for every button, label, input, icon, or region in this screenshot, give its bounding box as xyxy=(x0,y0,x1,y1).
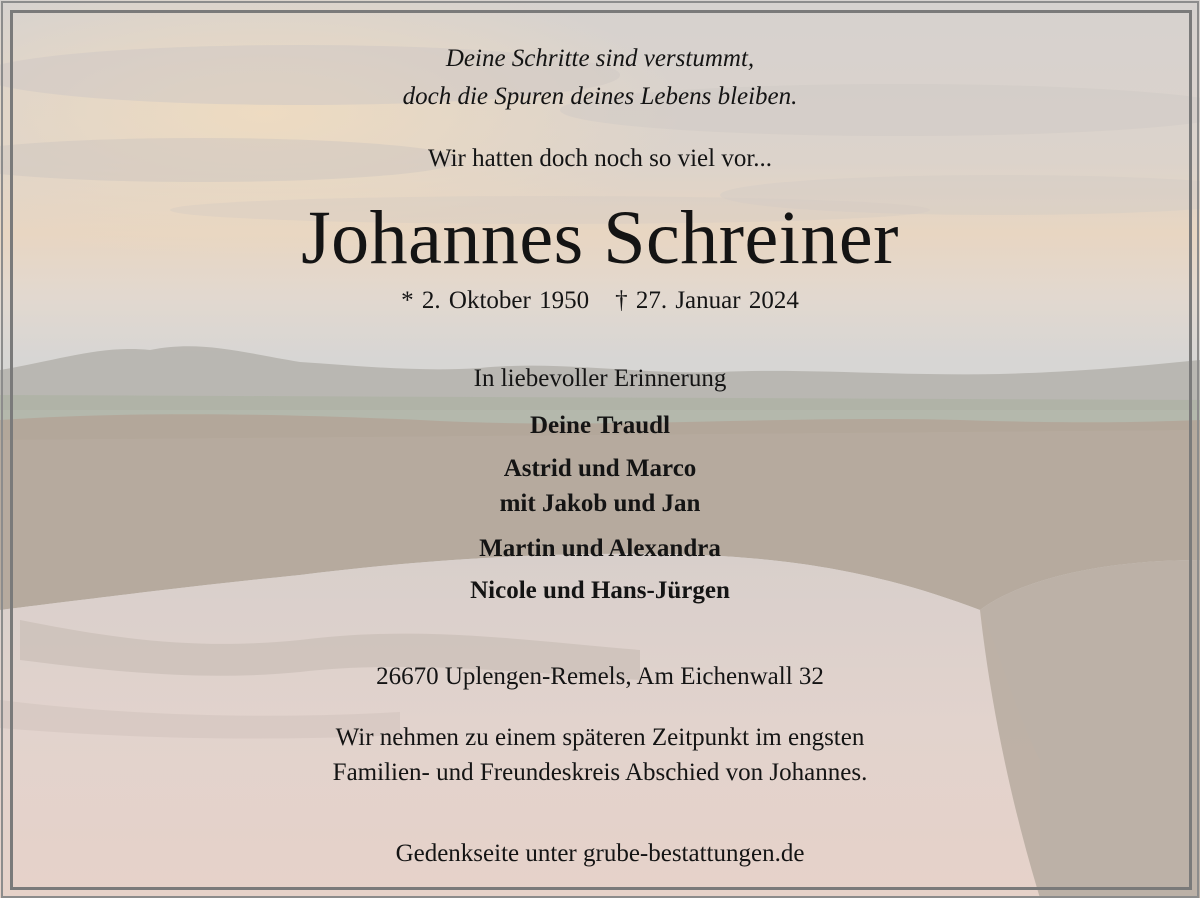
birth-date: * 2. Oktober 1950 xyxy=(401,287,590,314)
mourner-line: Nicole und Hans-Jürgen xyxy=(470,577,730,604)
address: 26670 Uplengen-Remels, Am Eichenwall 32 xyxy=(376,663,824,690)
death-date: † 27. Januar 2024 xyxy=(615,287,799,314)
farewell-note-line-2: Familien- und Freundeskreis Abschied von Johannes. xyxy=(332,759,868,786)
farewell-note-line-1: Wir nehmen zu einem späteren Zeitpunkt im engsten xyxy=(335,724,865,751)
intro-text: Wir hatten doch noch so viel vor... xyxy=(427,145,773,172)
mourner-line: Astrid und Marco xyxy=(503,455,697,482)
mourner-line: Deine Traudl xyxy=(529,412,671,439)
memory-heading: In liebevoller Erinnerung xyxy=(473,365,727,392)
deceased-name: Johannes Schreiner xyxy=(301,196,899,280)
mourner-line: mit Jakob und Jan xyxy=(499,490,701,517)
mourner-line: Martin und Alexandra xyxy=(479,535,721,562)
memorial-website: Gedenkseite unter grube-bestattungen.de xyxy=(395,840,805,867)
motto-line-1: Deine Schritte sind verstummt, xyxy=(445,45,755,72)
motto-line-2: doch die Spuren deines Lebens bleiben. xyxy=(402,83,798,110)
life-dates xyxy=(0,287,1200,315)
